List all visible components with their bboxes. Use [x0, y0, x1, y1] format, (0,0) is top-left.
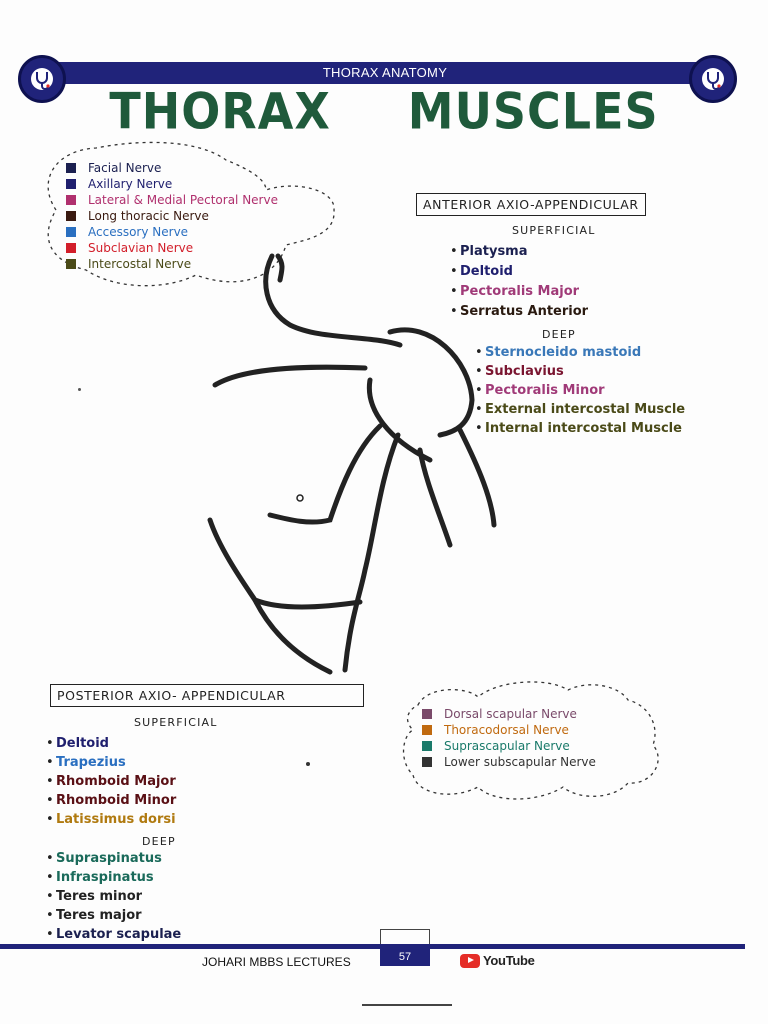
muscle-item [46, 908, 181, 927]
legend-label: Suprascapular Nerve [444, 739, 570, 753]
muscle-name: External intercostal Muscle [485, 402, 686, 417]
bullet: • [450, 244, 458, 259]
muscle-item [46, 812, 176, 831]
bullet: • [46, 870, 54, 885]
page-number-box [380, 929, 430, 944]
legend-item [66, 160, 278, 176]
thorax-drawing [200, 250, 510, 680]
muscle-name: Pectoralis Minor [485, 383, 605, 398]
legend-label: Axillary Nerve [88, 177, 173, 191]
color-swatch [66, 211, 76, 221]
bullet: • [475, 345, 483, 360]
legend-label: Accessory Nerve [88, 225, 189, 239]
color-swatch [422, 725, 432, 735]
dot-mark [306, 762, 310, 766]
anterior-superficial-label: SUPERFICIAL [512, 224, 596, 237]
header-title: THORAX ANATOMY [322, 65, 448, 80]
color-swatch [66, 259, 76, 269]
bullet: • [475, 383, 483, 398]
legend-item [66, 224, 278, 240]
color-swatch [66, 195, 76, 205]
posterior-deep-list [46, 851, 181, 946]
posterior-deep-label: DEEP [142, 835, 176, 848]
color-swatch [66, 227, 76, 237]
muscle-item [46, 793, 176, 812]
dot-mark [78, 388, 81, 391]
muscle-item [46, 889, 181, 908]
bullet: • [46, 793, 54, 808]
bullet: • [475, 364, 483, 379]
legend-label: Lateral & Medial Pectoral Nerve [88, 193, 278, 207]
legend-item [422, 706, 596, 722]
muscle-name: Pectoralis Major [460, 284, 580, 299]
page-number-text: 57 [398, 951, 412, 963]
color-swatch [66, 179, 76, 189]
muscle-item [46, 774, 176, 793]
posterior-superficial-list [46, 736, 176, 831]
footer-lecture-name: JOHARI MBBS LECTURES [202, 955, 351, 969]
bullet: • [450, 284, 458, 299]
youtube-label: YouTube [483, 953, 535, 968]
youtube-icon [460, 954, 480, 968]
muscle-name: Latissimus dorsi [56, 812, 176, 827]
muscle-name: Rhomboid Major [56, 774, 176, 789]
legend-label: Lower subscapular Nerve [444, 755, 596, 769]
bullet: • [46, 812, 54, 827]
nerve-legend-bottom [422, 706, 596, 770]
legend-item [422, 722, 596, 738]
anterior-deep-label: DEEP [542, 328, 576, 341]
bullet: • [46, 755, 54, 770]
muscle-name: Subclavius [485, 364, 564, 379]
muscle-name: Trapezius [56, 755, 126, 770]
bullet: • [450, 304, 458, 319]
color-swatch [66, 243, 76, 253]
color-swatch [422, 757, 432, 767]
bullet: • [475, 402, 483, 417]
legend-item [66, 176, 278, 192]
legend-item [66, 192, 278, 208]
bullet: • [450, 264, 458, 279]
muscle-name: Internal intercostal Muscle [485, 421, 682, 436]
youtube-brand[interactable] [460, 953, 535, 968]
muscle-name: Infraspinatus [56, 870, 154, 885]
color-swatch [422, 709, 432, 719]
bullet: • [46, 774, 54, 789]
color-swatch [66, 163, 76, 173]
bullet: • [46, 908, 54, 923]
color-swatch [422, 741, 432, 751]
divider [362, 1004, 452, 1006]
legend-label: Thoracodorsal Nerve [444, 723, 569, 737]
muscle-name: Sternocleido mastoid [485, 345, 642, 360]
muscle-name: Deltoid [460, 264, 513, 279]
muscle-name: Deltoid [56, 736, 109, 751]
muscle-item [46, 755, 176, 774]
muscle-name: Serratus Anterior [460, 304, 589, 319]
bullet: • [46, 889, 54, 904]
legend-item [66, 208, 278, 224]
muscle-name: Platysma [460, 244, 528, 259]
legend-label: Subclavian Nerve [88, 241, 194, 255]
footer-bar [0, 944, 745, 949]
muscle-name: Supraspinatus [56, 851, 162, 866]
muscle-name: Teres minor [56, 889, 143, 904]
bullet: • [475, 421, 483, 436]
legend-label: Facial Nerve [88, 161, 162, 175]
posterior-title: POSTERIOR AXIO- APPENDICULAR [50, 684, 364, 707]
muscle-name: Rhomboid Minor [56, 793, 177, 808]
muscle-item [46, 851, 181, 870]
legend-label: Dorsal scapular Nerve [444, 707, 577, 721]
muscle-name: Teres major [56, 908, 142, 923]
legend-label: Intercostal Nerve [88, 257, 192, 271]
header-bar [40, 62, 730, 84]
page-title: THORAX MUSCLES [109, 81, 659, 141]
legend-item [422, 738, 596, 754]
anterior-title: ANTERIOR AXIO-APPENDICULAR [416, 193, 646, 216]
posterior-superficial-label: SUPERFICIAL [134, 716, 218, 729]
legend-label: Long thoracic Nerve [88, 209, 209, 223]
bullet: • [46, 927, 54, 942]
bullet: • [46, 736, 54, 751]
legend-item [422, 754, 596, 770]
muscle-name: Levator scapulae [56, 927, 182, 942]
muscle-item [46, 870, 181, 889]
bullet: • [46, 851, 54, 866]
muscle-item [46, 736, 176, 755]
